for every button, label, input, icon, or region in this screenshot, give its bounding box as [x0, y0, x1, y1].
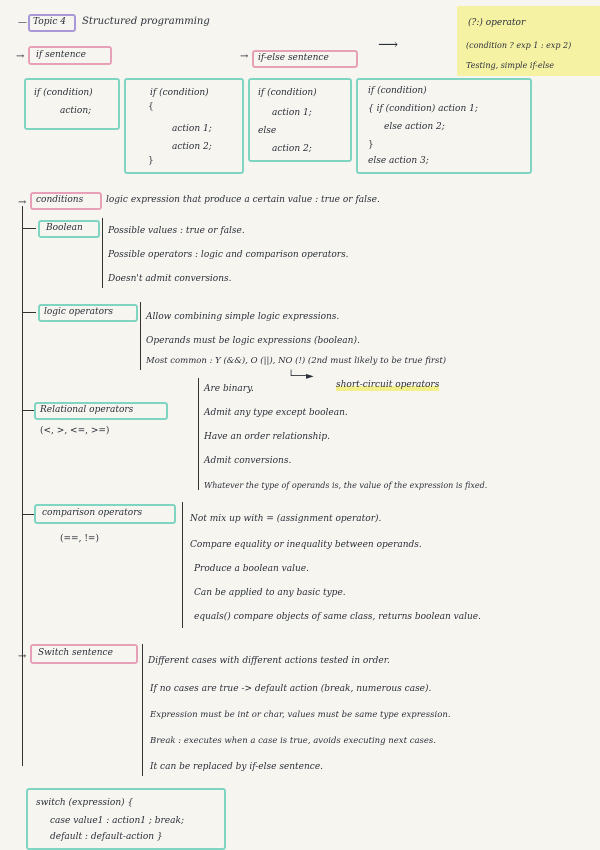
ternary-title: (?:) operator — [468, 18, 526, 28]
comparison-item-4: Can be applied to any basic type. — [194, 588, 346, 598]
if-arrow: → — [16, 51, 25, 62]
code4-line4: } — [368, 140, 374, 150]
ternary-line1: (condition ? exp 1 : exp 2) — [466, 41, 572, 50]
code4-line3: else action 2; — [384, 122, 445, 132]
boolean-label: Boolean — [46, 223, 83, 233]
relational-divider — [198, 378, 199, 490]
boolean-item-2: Possible operators : logic and comparison operators. — [108, 250, 349, 260]
comparison-label: comparison operators — [42, 508, 143, 518]
comparison-item-1: Not mix up with = (assignment operator). — [190, 514, 382, 524]
code4-line5: else action 3; — [368, 156, 429, 166]
relational-item-4: Admit conversions. — [204, 456, 292, 466]
short-circuit-note: short-circuit operators — [336, 380, 440, 390]
ifelse-label: if-else sentence — [258, 53, 329, 63]
code-box-1 — [24, 78, 120, 130]
logic-branch — [22, 312, 36, 313]
comparison-item-5: equals() compare objects of same class, returns boolean value. — [194, 612, 481, 622]
relational-item-2: Admit any type except boolean. — [204, 408, 348, 418]
switch-item-4: Break : executes when a case is true, avoids executing next cases. — [150, 736, 436, 746]
switch-item-3: Expression must be int or char, values must be same type expression. — [150, 710, 451, 720]
relational-symbols: (<, >, <=, >=) — [40, 426, 110, 436]
comparison-symbols: (==, !=) — [60, 534, 99, 544]
conditions-arrow: → — [18, 197, 27, 208]
switch-item-5: It can be replaced by if-else sentence. — [150, 762, 324, 772]
code2-line1: if (condition) — [150, 88, 209, 98]
boolean-branch — [22, 228, 36, 229]
code1-line1: if (condition) — [34, 88, 93, 98]
relational-label: Relational operators — [40, 405, 134, 415]
topic-label: Topic 4 — [33, 17, 66, 27]
page-title: Structured programming — [82, 16, 210, 27]
ternary-pointer-arrow: ⟶ — [378, 37, 399, 53]
code3-line3: else — [258, 126, 277, 136]
code4-line1: if (condition) — [368, 86, 427, 96]
comparison-branch — [22, 514, 34, 515]
code2-line3: action 1; — [172, 124, 212, 134]
conditions-tree-line — [22, 206, 23, 766]
code4-line2: { if (condition) action 1; — [368, 104, 478, 114]
short-circuit-arrow: └──► — [288, 371, 314, 382]
code3-line4: action 2; — [272, 144, 312, 154]
code2-line5: } — [148, 156, 154, 166]
relational-branch — [22, 410, 34, 411]
comparison-divider — [182, 502, 183, 628]
if-label: if sentence — [36, 50, 86, 60]
logic-divider — [140, 302, 141, 370]
switch-code-line3: default : default-action } — [50, 832, 163, 842]
ifelse-arrow: → — [240, 51, 249, 62]
relational-item-3: Have an order relationship. — [204, 432, 330, 442]
switch-item-1: Different cases with different actions tested in order. — [148, 656, 390, 666]
boolean-divider — [102, 218, 103, 288]
logic-item-1: Allow combining simple logic expressions. — [146, 312, 340, 322]
logic-item-2: Operands must be logic expressions (boolean). — [146, 336, 360, 346]
logic-item-3: Most common : Y (&&), O (||), NO (!) (2nd must likely to be true first) — [146, 356, 447, 366]
code2-line2: { — [148, 102, 154, 112]
ternary-line2: Testing, simple if-else — [466, 61, 554, 70]
switch-arrow: → — [18, 651, 27, 662]
code2-line4: action 2; — [172, 142, 212, 152]
comparison-item-2: Compare equality or inequality between operands. — [190, 540, 422, 550]
code3-line1: if (condition) — [258, 88, 317, 98]
switch-divider — [142, 644, 143, 776]
code3-line2: action 1; — [272, 108, 312, 118]
switch-label: Switch sentence — [38, 648, 113, 658]
relational-item-1: Are binary. — [204, 384, 254, 394]
conditions-definition: logic expression that produce a certain value : true or false. — [106, 195, 380, 205]
logic-label: logic operators — [44, 307, 113, 317]
boolean-item-3: Doesn't admit conversions. — [108, 274, 232, 284]
code1-line2: action; — [60, 106, 92, 116]
topic-dash: — — [18, 18, 27, 28]
switch-code-line2: case value1 : action1 ; break; — [50, 816, 184, 826]
conditions-label: conditions — [36, 195, 84, 205]
switch-code-line1: switch (expression) { — [36, 798, 134, 808]
boolean-item-1: Possible values : true or false. — [108, 226, 245, 236]
comparison-item-3: Produce a boolean value. — [194, 564, 309, 574]
switch-item-2: If no cases are true -> default action (break, numerous case). — [150, 684, 432, 694]
relational-item-5: Whatever the type of operands is, the value of the expression is fixed. — [204, 481, 488, 490]
